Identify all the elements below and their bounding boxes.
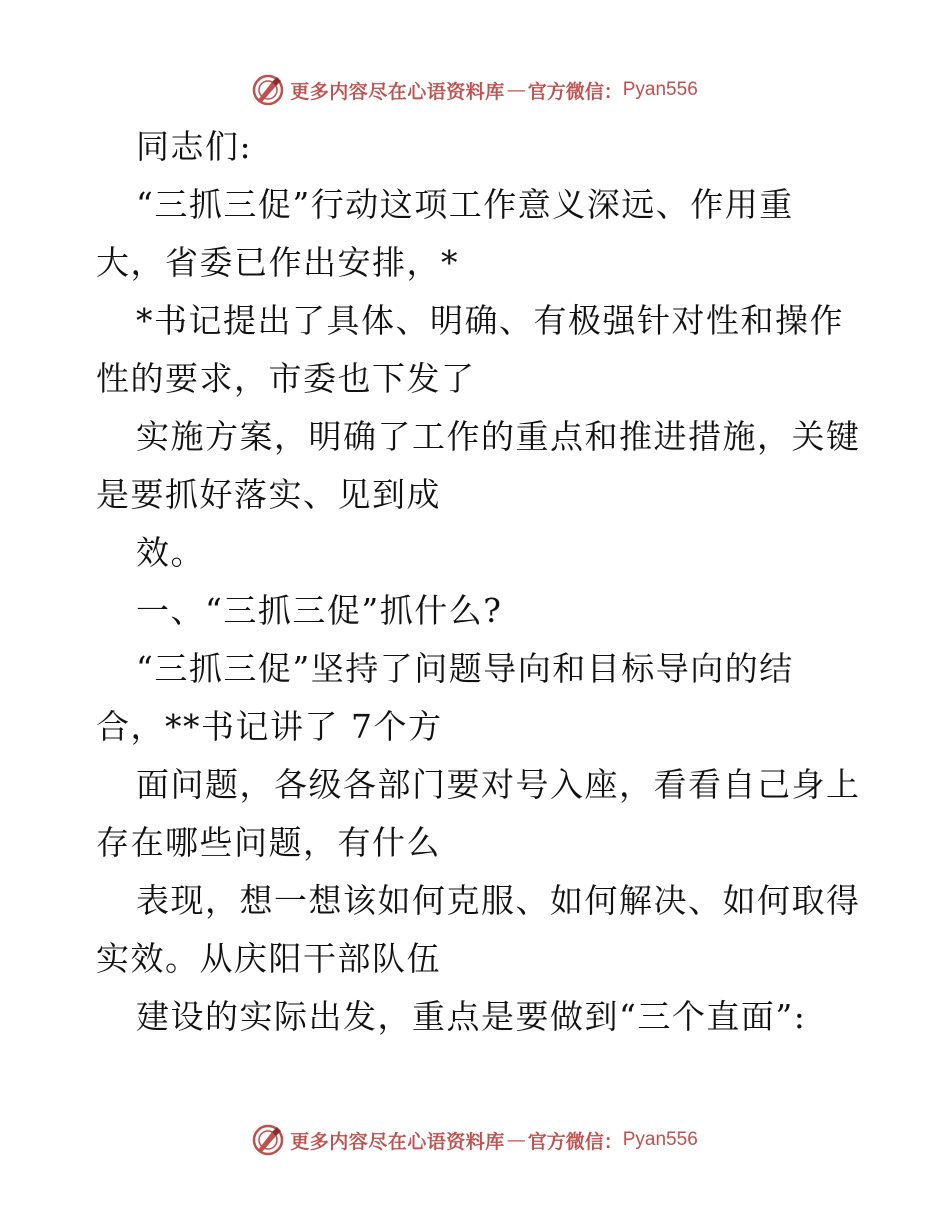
text-line: 同志们: xyxy=(136,127,253,166)
text-line: 面问题，各级各部门要对号入座，看看自己身上 xyxy=(136,765,861,804)
watermark-wechat-label: 官方微信： xyxy=(527,80,623,103)
text-line: *书记提出了具体、明确、有极强针对性和操作 xyxy=(136,301,844,340)
text-line: 实效。从庆阳干部队伍 xyxy=(96,939,441,978)
text-line: 合，**书记讲了 7个方 xyxy=(96,707,443,746)
pen-logo-icon xyxy=(252,74,284,106)
footer-watermark xyxy=(0,1120,950,1160)
text-line: 表现，想一想该如何克服、如何解决、如何取得 xyxy=(136,881,861,920)
text-line: 效。 xyxy=(136,533,205,572)
text-line: “三抓三促”坚持了问题导向和目标导向的结 xyxy=(136,649,794,688)
watermark-wechat-label: 官方微信： xyxy=(527,1130,623,1153)
watermark-separator: — xyxy=(506,1129,526,1151)
watermark-brand: 更多内容尽在心语资料库 xyxy=(290,80,505,103)
text-line: 性的要求，市委也下发了 xyxy=(96,359,476,398)
text-line: 大，省委已作出安排，* xyxy=(96,243,459,282)
watermark-separator: — xyxy=(506,79,526,101)
text-line: 存在哪些问题，有什么 xyxy=(96,823,441,862)
watermark-wechat-id: Pyan556 xyxy=(622,79,698,100)
text-line: 是要抓好落实、见到成 xyxy=(96,475,441,514)
text-line: 实施方案，明确了工作的重点和推进措施，关键 xyxy=(136,417,861,456)
pen-logo-icon xyxy=(252,1124,284,1156)
text-line: 一、“三抓三促”抓什么? xyxy=(136,591,503,630)
text-line: “三抓三促”行动这项工作意义深远、作用重 xyxy=(136,185,794,224)
text-line: 建设的实际出发，重点是要做到“三个直面”: xyxy=(136,997,807,1036)
watermark-wechat-id: Pyan556 xyxy=(622,1129,698,1150)
document-body xyxy=(96,118,866,1046)
header-watermark xyxy=(0,70,950,110)
watermark-brand: 更多内容尽在心语资料库 xyxy=(290,1130,505,1153)
